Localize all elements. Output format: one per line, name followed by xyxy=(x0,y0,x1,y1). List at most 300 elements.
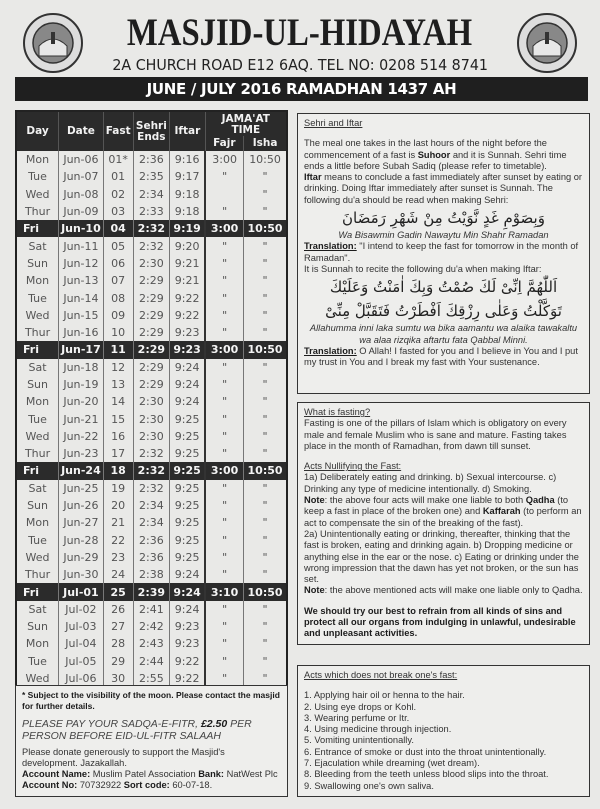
paragraph xyxy=(22,690,281,713)
text-segment: Suhoor xyxy=(417,149,451,160)
text-segment: 6. Entrance of smoke or dust into the throat unintentionally. xyxy=(304,746,547,757)
cell-fajr: " xyxy=(205,532,244,549)
cell-date: Jun-17 xyxy=(59,341,104,358)
cell-day: Mon xyxy=(16,393,59,410)
table-row xyxy=(16,653,287,670)
cell-day: Sun xyxy=(16,618,59,635)
cell-date: Jun-29 xyxy=(59,549,104,566)
table-row xyxy=(16,203,287,220)
table-row xyxy=(16,168,287,185)
cell-date: Jun-19 xyxy=(59,376,104,393)
cell-iftar: 9:25 xyxy=(170,445,205,462)
cell-fast: 01 xyxy=(103,168,133,185)
cell-iftar: 9:23 xyxy=(170,635,205,652)
cell-isha: " xyxy=(244,635,287,652)
cell-sehri-ends: 2:29 xyxy=(133,307,170,324)
cell-fast: 29 xyxy=(103,653,133,670)
cell-day: Sun xyxy=(16,376,59,393)
cell-fast: 03 xyxy=(103,203,133,220)
paragraph xyxy=(304,418,583,452)
paragraph xyxy=(304,713,583,724)
cell-fajr: " xyxy=(205,497,244,514)
cell-day: Tue xyxy=(16,532,59,549)
cell-fajr: 3:00 xyxy=(205,151,244,168)
cell-iftar: 9:24 xyxy=(170,393,205,410)
cell-date: Jul-02 xyxy=(59,601,104,618)
cell-iftar: 9:22 xyxy=(170,653,205,670)
paragraph xyxy=(22,769,281,780)
cell-fast: 27 xyxy=(103,618,133,635)
header-day: Day xyxy=(16,111,59,151)
cell-fajr: 3:10 xyxy=(205,583,244,600)
cell-isha: " xyxy=(244,237,287,254)
cell-day: Sun xyxy=(16,255,59,272)
paragraph xyxy=(22,747,281,770)
cell-sehri-ends: 2:41 xyxy=(133,601,170,618)
cell-iftar: 9:25 xyxy=(170,549,205,566)
cell-fast: 28 xyxy=(103,635,133,652)
cell-fast: 01* xyxy=(103,151,133,168)
cell-day: Sat xyxy=(16,601,59,618)
cell-isha: " xyxy=(244,566,287,583)
paragraph xyxy=(304,702,583,713)
cell-iftar: 9:24 xyxy=(170,583,205,600)
text-segment: We should try our best to refrain from all kinds of sins and protect all our organs from indulging in unlawful, undesirable and unpleasant activities. xyxy=(304,605,576,639)
cell-isha: " xyxy=(244,307,287,324)
text-segment: PER PERSON BEFORE EID-UL-FITR SALAAH xyxy=(22,717,252,742)
cell-day: Fri xyxy=(16,583,59,600)
cell-day: Mon xyxy=(16,635,59,652)
text-segment: Muslim Patel Association xyxy=(90,769,199,780)
cell-date: Jun-22 xyxy=(59,428,104,445)
text-segment: Translation: xyxy=(304,241,357,252)
text-segment: PLEASE PAY YOUR SADQA-E-FITR, xyxy=(22,717,201,730)
cell-date: Jun-25 xyxy=(59,480,104,497)
cell-iftar: 9:25 xyxy=(170,428,205,445)
cell-date: Jun-10 xyxy=(59,220,104,237)
table-row xyxy=(16,428,287,445)
cell-fast: 13 xyxy=(103,376,133,393)
cell-iftar: 9:25 xyxy=(170,497,205,514)
cell-fast: 04 xyxy=(103,220,133,237)
paragraph xyxy=(304,241,583,264)
cell-sehri-ends: 2:36 xyxy=(133,549,170,566)
table-row xyxy=(16,220,287,237)
paragraph xyxy=(304,138,583,172)
paragraph xyxy=(304,724,583,735)
table-row xyxy=(16,514,287,531)
cell-isha: " xyxy=(244,653,287,670)
cell-fast: 20 xyxy=(103,497,133,514)
cell-iftar: 9:16 xyxy=(170,151,205,168)
cell-fast: 16 xyxy=(103,428,133,445)
cell-fast: 30 xyxy=(103,670,133,688)
paragraph xyxy=(304,781,583,792)
spacer xyxy=(304,597,583,606)
cell-day: Wed xyxy=(16,186,59,203)
cell-fajr: " xyxy=(205,359,244,376)
cell-sehri-ends: 2:29 xyxy=(133,289,170,306)
footer-notice-panel xyxy=(15,685,288,797)
cell-sehri-ends: 2:36 xyxy=(133,532,170,549)
spacer xyxy=(304,681,583,690)
text-segment: 4. Using medicine through injection. xyxy=(304,724,452,735)
header-sehri-line1: Sehri xyxy=(135,119,167,132)
cell-sehri-ends: 2:32 xyxy=(133,462,170,479)
acts-not-breaking-fast-panel xyxy=(297,665,590,797)
text-segment: 9. Swallowing one's own saliva. xyxy=(304,780,434,791)
cell-day: Thur xyxy=(16,566,59,583)
spacer xyxy=(304,129,583,138)
text-segment: Sehri and Iftar xyxy=(304,118,363,128)
paragraph xyxy=(304,769,583,780)
cell-fajr: " xyxy=(205,670,244,688)
cell-fajr: " xyxy=(205,635,244,652)
cell-date: Jun-24 xyxy=(59,462,104,479)
paragraph xyxy=(304,747,583,758)
cell-sehri-ends: 2:36 xyxy=(133,151,170,168)
text-segment: Acts which does not break one's fast: xyxy=(304,670,458,680)
cell-iftar: 9:22 xyxy=(170,289,205,306)
cell-day: Wed xyxy=(16,428,59,445)
table-row xyxy=(16,462,287,479)
cell-date: Jun-28 xyxy=(59,532,104,549)
cell-fajr: 3:00 xyxy=(205,462,244,479)
paragraph xyxy=(304,461,583,472)
paragraph xyxy=(304,690,583,701)
cell-iftar: 9:23 xyxy=(170,324,205,341)
cell-fast: 02 xyxy=(103,186,133,203)
cell-sehri-ends: 2:29 xyxy=(133,376,170,393)
cell-date: Jun-27 xyxy=(59,514,104,531)
cell-fajr: " xyxy=(205,272,244,289)
cell-date: Jun-08 xyxy=(59,186,104,203)
cell-date: Jun-18 xyxy=(59,359,104,376)
table-row xyxy=(16,410,287,427)
text-segment: وَبِصَوْمِ غَدٍ نَّوَيْتُ مِنْ شَهْرِ رَمَضَانَ xyxy=(342,209,545,228)
cell-fajr: " xyxy=(205,393,244,410)
text-segment: Bank: xyxy=(198,769,225,780)
cell-fast: 17 xyxy=(103,445,133,462)
cell-iftar: 9:22 xyxy=(170,307,205,324)
header-isha: Isha xyxy=(244,136,287,151)
table-row xyxy=(16,445,287,462)
table-row xyxy=(16,566,287,583)
cell-iftar: 9:24 xyxy=(170,376,205,393)
cell-date: Jun-12 xyxy=(59,255,104,272)
cell-isha: " xyxy=(244,670,287,688)
text-segment: 70732922 xyxy=(77,780,124,791)
cell-fajr: " xyxy=(205,237,244,254)
cell-isha: " xyxy=(244,359,287,376)
cell-sehri-ends: 2:38 xyxy=(133,566,170,583)
table-row xyxy=(16,497,287,514)
cell-date: Jun-21 xyxy=(59,410,104,427)
sehri-and-iftar-panel xyxy=(297,113,590,394)
cell-date: Jun-30 xyxy=(59,566,104,583)
text-segment: and it is Sunnah. Sehri time ends a little before Subah Sadiq (please refer to timetable). xyxy=(304,149,567,171)
text-segment: Acts Nullifying the Fast: xyxy=(304,461,402,472)
cell-day: Sat xyxy=(16,237,59,254)
cell-sehri-ends: 2:32 xyxy=(133,220,170,237)
cell-date: Jun-14 xyxy=(59,289,104,306)
paragraph xyxy=(22,780,281,791)
ramadhan-banner: JUNE / JULY 2016 RAMADHAN 1437 AH xyxy=(15,77,588,101)
cell-day: Sat xyxy=(16,359,59,376)
cell-day: Tue xyxy=(16,653,59,670)
text-segment: Wa Bisawmin Gadin Nawaytu Min Shahr Ramadan xyxy=(338,230,549,241)
text-segment: Sort code: xyxy=(123,780,170,791)
paragraph xyxy=(304,758,583,769)
cell-date: Jun-06 xyxy=(59,151,104,168)
cell-iftar: 9:25 xyxy=(170,480,205,497)
cell-isha: " xyxy=(244,480,287,497)
cell-iftar: 9:25 xyxy=(170,410,205,427)
text-segment: Qadha xyxy=(525,495,555,506)
text-segment: Translation: xyxy=(304,345,357,356)
cell-date: Jun-15 xyxy=(59,307,104,324)
cell-iftar: 9:19 xyxy=(170,220,205,237)
cell-isha: " xyxy=(244,168,287,185)
cell-iftar: 9:24 xyxy=(170,359,205,376)
cell-sehri-ends: 2:55 xyxy=(133,670,170,688)
text-segment: means to conclude a fast immediately after sunset by eating or drinking. Doing Iftar immediately after sunset is Sunnah. The following du'a should be read when making Sehri: xyxy=(304,172,583,205)
text-segment: O Allah! I fasted for you and I believe in You and I put my trust in You and I break my fast with Your sustenance. xyxy=(304,345,578,368)
cell-isha: " xyxy=(244,428,287,445)
cell-fast: 19 xyxy=(103,480,133,497)
cell-iftar: 9:18 xyxy=(170,203,205,220)
cell-isha: " xyxy=(244,549,287,566)
cell-iftar: 9:25 xyxy=(170,514,205,531)
cell-fajr: " xyxy=(205,255,244,272)
paragraph xyxy=(304,118,583,129)
table-row xyxy=(16,635,287,652)
cell-day: Thur xyxy=(16,324,59,341)
cell-day: Tue xyxy=(16,410,59,427)
table-row xyxy=(16,601,287,618)
cell-isha: 10:50 xyxy=(244,462,287,479)
text-segment: 5. Vomiting unintentionally. xyxy=(304,735,414,746)
masjid-logo-right xyxy=(516,12,578,74)
table-row xyxy=(16,272,287,289)
cell-sehri-ends: 2:44 xyxy=(133,653,170,670)
cell-date: Jul-05 xyxy=(59,653,104,670)
table-row xyxy=(16,549,287,566)
cell-sehri-ends: 2:30 xyxy=(133,428,170,445)
cell-fajr: " xyxy=(205,376,244,393)
cell-iftar: 9:21 xyxy=(170,272,205,289)
cell-fajr: " xyxy=(205,566,244,583)
table-row xyxy=(16,618,287,635)
cell-sehri-ends: 2:29 xyxy=(133,359,170,376)
cell-isha: " xyxy=(244,532,287,549)
cell-day: Mon xyxy=(16,151,59,168)
cell-isha: " xyxy=(244,324,287,341)
header-sehri-line2: Ends xyxy=(137,130,166,143)
text-segment: Note xyxy=(304,585,325,596)
cell-sehri-ends: 2:30 xyxy=(133,410,170,427)
text-segment: Account Name: xyxy=(22,769,91,780)
cell-isha: 10:50 xyxy=(244,220,287,237)
cell-fast: 24 xyxy=(103,566,133,583)
cell-fajr: " xyxy=(205,549,244,566)
cell-date: Jun-13 xyxy=(59,272,104,289)
cell-iftar: 9:21 xyxy=(170,255,205,272)
masjid-address-wrap xyxy=(92,56,508,75)
cell-iftar: 9:25 xyxy=(170,462,205,479)
text-segment: 1. Applying hair oil or henna to the hair. xyxy=(304,690,465,701)
text-segment: 7. Ejaculation while dreaming (wet dream). xyxy=(304,758,480,769)
masjid-title-wrap xyxy=(92,12,508,54)
cell-day: Tue xyxy=(16,289,59,306)
cell-fast: 08 xyxy=(103,289,133,306)
text-segment: 2a) Unintentionally eating or drinking, thereafter, thinking that the fast is broken, eating and drinking again. b) Dropping medicine or anything else in the ear or the nose. c) Eating or drinking under the wrong impression that the dawn has yet not broken, or the sun has set. xyxy=(304,528,579,585)
cell-day: Thur xyxy=(16,445,59,462)
header-fajr: Fajr xyxy=(205,136,244,151)
paragraph xyxy=(304,346,583,369)
cell-isha: " xyxy=(244,393,287,410)
table-row xyxy=(16,359,287,376)
cell-iftar: 9:18 xyxy=(170,186,205,203)
paragraph xyxy=(304,407,583,418)
arabic-dua xyxy=(304,206,583,230)
paragraph xyxy=(22,718,281,742)
cell-day: Sun xyxy=(16,497,59,514)
cell-fast: 14 xyxy=(103,393,133,410)
arabic-dua xyxy=(304,299,583,323)
table-row xyxy=(16,237,287,254)
text-segment: * Subject to the visibility of the moon. Please contact the masjid for further details. xyxy=(22,690,280,712)
cell-isha: 10:50 xyxy=(244,583,287,600)
text-segment: Please donate generously to support the Masjid's development. Jazakallah. xyxy=(22,746,225,768)
table-row xyxy=(16,151,287,168)
text-segment: "I intend to keep the fast for tomorrow in the month of Ramadan". xyxy=(304,241,579,263)
cell-fast: 15 xyxy=(103,410,133,427)
cell-fajr: 3:00 xyxy=(205,341,244,358)
cell-iftar: 9:17 xyxy=(170,168,205,185)
header-iftar: Iftar xyxy=(170,111,205,151)
text-segment: Allahumma inni laka sumtu wa bika aamantu wa alaika tawakaltu wa alaa rizqika aftartu fata Qabbal Minni. xyxy=(309,323,578,345)
table-row xyxy=(16,255,287,272)
paragraph xyxy=(304,529,583,585)
cell-fajr: " xyxy=(205,289,244,306)
cell-iftar: 9:20 xyxy=(170,237,205,254)
cell-date: Jun-07 xyxy=(59,168,104,185)
cell-isha: 10:50 xyxy=(244,151,287,168)
paragraph xyxy=(304,495,583,529)
paragraph xyxy=(304,230,583,241)
cell-fast: 06 xyxy=(103,255,133,272)
text-segment: Fasting is one of the pillars of Islam which is obligatory on every male and female Muslim who is sane and mature. Fasting takes place in the month of Ramadhan, from dawn till sunset. xyxy=(304,418,567,451)
text-segment: Note xyxy=(304,495,325,506)
cell-fast: 18 xyxy=(103,462,133,479)
table-row xyxy=(16,393,287,410)
cell-fast: 09 xyxy=(103,307,133,324)
masjid-title: MASJID-UL-HIDAYAH xyxy=(127,11,473,54)
cell-iftar: 9:24 xyxy=(170,566,205,583)
table-row xyxy=(16,583,287,600)
cell-date: Jun-23 xyxy=(59,445,104,462)
text-segment: The meal one takes in the last hours of the night before the commencement of a fast is xyxy=(304,138,547,160)
cell-day: Fri xyxy=(16,220,59,237)
cell-fast: 12 xyxy=(103,359,133,376)
cell-fast: 25 xyxy=(103,583,133,600)
text-segment: 2. Using eye drops or Kohl. xyxy=(304,701,417,712)
cell-date: Jul-04 xyxy=(59,635,104,652)
header-fast: Fast xyxy=(103,111,133,151)
header-jamaat-time: JAMA'AT TIME xyxy=(205,111,287,136)
text-segment: It is Sunnah to recite the following du'a when making Iftar: xyxy=(304,263,542,274)
cell-day: Wed xyxy=(16,549,59,566)
cell-sehri-ends: 2:29 xyxy=(133,272,170,289)
ramadhan-timetable xyxy=(15,110,288,689)
cell-fajr: " xyxy=(205,653,244,670)
cell-isha: " xyxy=(244,410,287,427)
cell-fast: 05 xyxy=(103,237,133,254)
cell-iftar: 9:23 xyxy=(170,341,205,358)
cell-sehri-ends: 2:32 xyxy=(133,480,170,497)
cell-date: Jun-26 xyxy=(59,497,104,514)
cell-date: Jun-20 xyxy=(59,393,104,410)
timetable-body xyxy=(16,151,287,688)
cell-day: Fri xyxy=(16,341,59,358)
text-segment: Iftar xyxy=(304,172,322,183)
text-segment: (to perform an act to compensate the sin of the breaking of the fast). xyxy=(304,506,582,528)
header-date: Date xyxy=(59,111,104,151)
cell-date: Jun-16 xyxy=(59,324,104,341)
paragraph xyxy=(304,472,583,495)
cell-sehri-ends: 2:34 xyxy=(133,497,170,514)
cell-isha: " xyxy=(244,186,287,203)
cell-fajr: " xyxy=(205,168,244,185)
cell-fast: 21 xyxy=(103,514,133,531)
text-segment: £2.50 xyxy=(200,717,228,730)
cell-day: Tue xyxy=(16,168,59,185)
cell-fajr xyxy=(205,186,244,203)
paragraph xyxy=(304,264,583,275)
cell-fast: 26 xyxy=(103,601,133,618)
cell-sehri-ends: 2:29 xyxy=(133,341,170,358)
cell-isha: " xyxy=(244,497,287,514)
cell-isha: " xyxy=(244,203,287,220)
cell-sehri-ends: 2:42 xyxy=(133,618,170,635)
cell-fajr: " xyxy=(205,428,244,445)
cell-sehri-ends: 2:35 xyxy=(133,168,170,185)
paragraph xyxy=(304,323,583,346)
cell-sehri-ends: 2:34 xyxy=(133,514,170,531)
paragraph xyxy=(304,606,583,640)
masjid-address: 2A CHURCH ROAD E12 6AQ. TEL NO: 0208 514 8741 xyxy=(112,56,488,74)
cell-day: Mon xyxy=(16,514,59,531)
text-segment: 1a) Deliberately eating and drinking. b) Sexual intercourse. c) Drinking any type of medicine intentionally. d) Smoking. xyxy=(304,472,557,494)
cell-fast: 11 xyxy=(103,341,133,358)
text-segment: NatWest Plc xyxy=(224,769,278,780)
cell-fajr: " xyxy=(205,324,244,341)
paragraph xyxy=(304,585,583,596)
cell-isha: " xyxy=(244,618,287,635)
cell-isha: " xyxy=(244,514,287,531)
paragraph xyxy=(304,670,583,681)
cell-sehri-ends: 2:32 xyxy=(133,445,170,462)
cell-sehri-ends: 2:34 xyxy=(133,186,170,203)
cell-date: Jul-06 xyxy=(59,670,104,688)
cell-isha: " xyxy=(244,272,287,289)
cell-fajr: 3:00 xyxy=(205,220,244,237)
text-segment: : the above mentioned acts will make one liable only to Qadha. xyxy=(324,585,583,596)
cell-sehri-ends: 2:29 xyxy=(133,324,170,341)
text-segment: What is fasting? xyxy=(304,407,371,417)
paragraph xyxy=(304,172,583,206)
